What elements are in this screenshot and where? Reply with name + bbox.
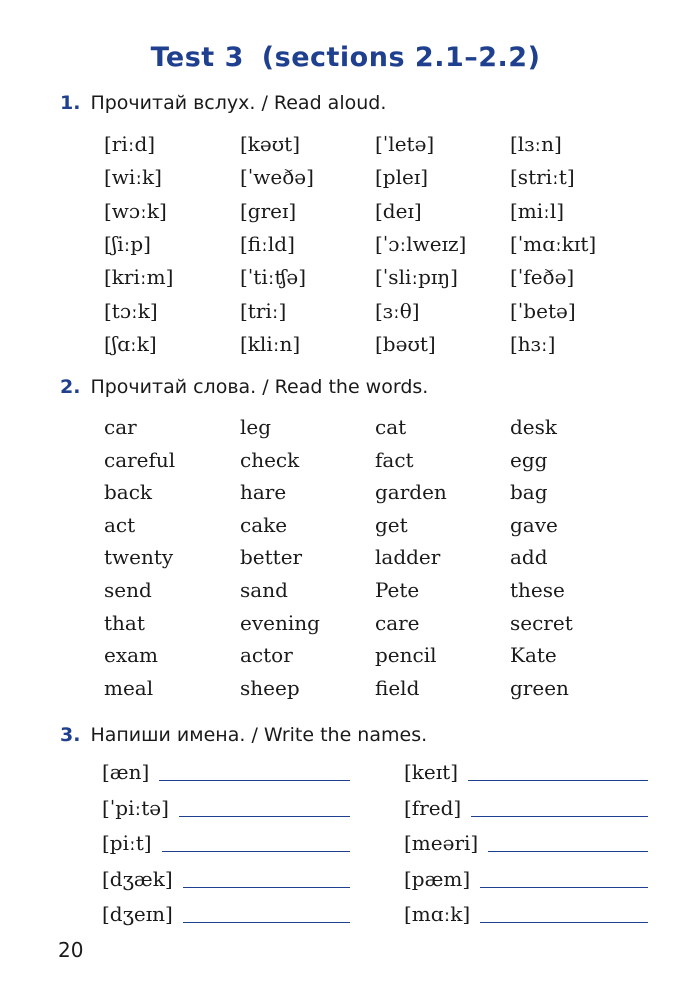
transcription-cell: [bəʊt]: [375, 331, 436, 356]
transcription-cell: [ˈsliːpɪŋ]: [375, 265, 458, 290]
word-cell: meal: [104, 675, 154, 700]
word-cell: Kate: [510, 643, 557, 668]
page-number: 20: [58, 938, 84, 962]
task3-heading: [60, 724, 427, 746]
transcription-cell: [wɔːk]: [104, 198, 167, 223]
name-transcription: [keɪt]: [404, 760, 458, 784]
word-cell: back: [104, 480, 153, 505]
name-row: [404, 867, 648, 893]
word-cell: actor: [240, 643, 293, 668]
task2-number: 2.: [60, 376, 81, 398]
name-row: [404, 760, 648, 786]
transcription-cell: [ʃɑːk]: [104, 331, 157, 356]
name-transcription: [mɑːk]: [404, 902, 471, 926]
task3-instruction: Напиши имена. / Write the names.: [90, 724, 428, 746]
answer-line[interactable]: [480, 922, 648, 923]
word-cell: better: [240, 545, 303, 570]
transcription-cell: [ˈfeðə]: [510, 265, 575, 290]
word-cell: sheep: [240, 675, 300, 700]
task1-instruction: Прочитай вслух. / Read aloud.: [90, 92, 387, 114]
word-cell: act: [104, 512, 136, 537]
word-cell: these: [510, 578, 565, 602]
name-transcription: [dʒeɪn]: [102, 902, 173, 926]
task1-heading: [60, 92, 386, 114]
name-transcription: [ˈpiːtə]: [102, 795, 169, 820]
word-cell: pencil: [375, 643, 437, 668]
transcription-cell: [deɪ]: [375, 198, 422, 223]
word-cell: exam: [104, 643, 159, 668]
answer-line[interactable]: [162, 851, 350, 852]
name-transcription: [æn]: [102, 760, 150, 784]
word-cell: car: [104, 415, 137, 439]
task2-heading: [60, 376, 428, 398]
word-cell: add: [510, 545, 548, 570]
transcription-cell: [ˈtiːʧə]: [240, 265, 307, 290]
word-cell: that: [104, 610, 145, 635]
transcription-cell: [ˈbetə]: [510, 298, 576, 323]
word-cell: care: [375, 610, 420, 635]
transcription-cell: [ˈɔːlweɪz]: [375, 231, 467, 256]
word-cell: secret: [510, 610, 573, 635]
word-cell: garden: [375, 480, 447, 505]
word-cell: twenty: [104, 545, 174, 570]
answer-line[interactable]: [159, 780, 350, 781]
task1-number: 1.: [60, 92, 81, 114]
transcription-cell: [triː]: [240, 298, 287, 323]
name-transcription: [piːt]: [102, 831, 152, 855]
answer-line[interactable]: [468, 780, 648, 781]
transcription-cell: [wiːk]: [104, 165, 162, 190]
word-cell: leg: [240, 415, 272, 439]
transcription-cell: [riːd]: [104, 132, 156, 156]
answer-line[interactable]: [471, 816, 648, 817]
transcription-cell: [ɜːθ]: [375, 298, 420, 323]
word-cell: get: [375, 512, 408, 537]
word-cell: fact: [375, 447, 414, 472]
transcription-cell: [ˈweðə]: [240, 165, 314, 190]
transcription-cell: [kriːm]: [104, 265, 174, 290]
answer-line[interactable]: [480, 887, 648, 888]
word-cell: hare: [240, 480, 287, 505]
word-cell: careful: [104, 447, 176, 472]
word-cell: send: [104, 578, 152, 602]
answer-line[interactable]: [179, 816, 350, 817]
transcription-cell: [greɪ]: [240, 198, 297, 223]
transcription-cell: [kliːn]: [240, 331, 301, 356]
answer-line[interactable]: [183, 887, 350, 888]
name-transcription: [dʒæk]: [102, 866, 173, 891]
transcription-cell: [tɔːk]: [104, 298, 158, 323]
page-title: [0, 42, 691, 73]
word-cell: sand: [240, 578, 288, 602]
word-cell: desk: [510, 415, 558, 439]
word-cell: field: [375, 675, 420, 700]
transcription-cell: [ˈletə]: [375, 132, 435, 156]
task3-number: 3.: [60, 724, 81, 746]
word-cell: Pete: [375, 578, 420, 602]
answer-line[interactable]: [488, 851, 648, 852]
transcription-cell: [ʃiːp]: [104, 231, 151, 256]
transcription-cell: [lɜːn]: [510, 132, 562, 156]
name-row: [404, 831, 648, 857]
test-label: Test 3: [150, 42, 244, 73]
name-row: [102, 867, 350, 893]
transcription-cell: [kəʊt]: [240, 132, 300, 156]
sections-label: (sections 2.1–2.2): [261, 42, 541, 73]
name-row: [102, 902, 350, 928]
word-cell: gave: [510, 512, 558, 537]
transcription-cell: [pleɪ]: [375, 165, 429, 190]
word-cell: egg: [510, 447, 548, 472]
transcription-cell: [fiːld]: [240, 231, 295, 256]
transcription-cell: [hɜː]: [510, 331, 556, 356]
transcription-cell: [miːl]: [510, 198, 565, 223]
name-row: [404, 902, 648, 928]
word-cell: ladder: [375, 545, 441, 570]
word-cell: evening: [240, 610, 320, 635]
name-row: [102, 760, 350, 786]
word-cell: cake: [240, 512, 288, 537]
word-cell: check: [240, 447, 300, 472]
transcription-cell: [striːt]: [510, 165, 575, 190]
name-row: [102, 831, 350, 857]
name-transcription: [pæm]: [404, 866, 471, 891]
word-cell: cat: [375, 415, 407, 439]
transcription-cell: [ˈmɑːkɪt]: [510, 231, 597, 256]
word-cell: green: [510, 675, 569, 700]
name-row: [102, 796, 350, 822]
name-row: [404, 796, 648, 822]
name-transcription: [meəri]: [404, 831, 479, 855]
task2-instruction: Прочитай слова. / Read the words.: [90, 376, 429, 398]
answer-line[interactable]: [183, 922, 350, 923]
word-cell: bag: [510, 480, 548, 505]
name-transcription: [fred]: [404, 795, 462, 820]
